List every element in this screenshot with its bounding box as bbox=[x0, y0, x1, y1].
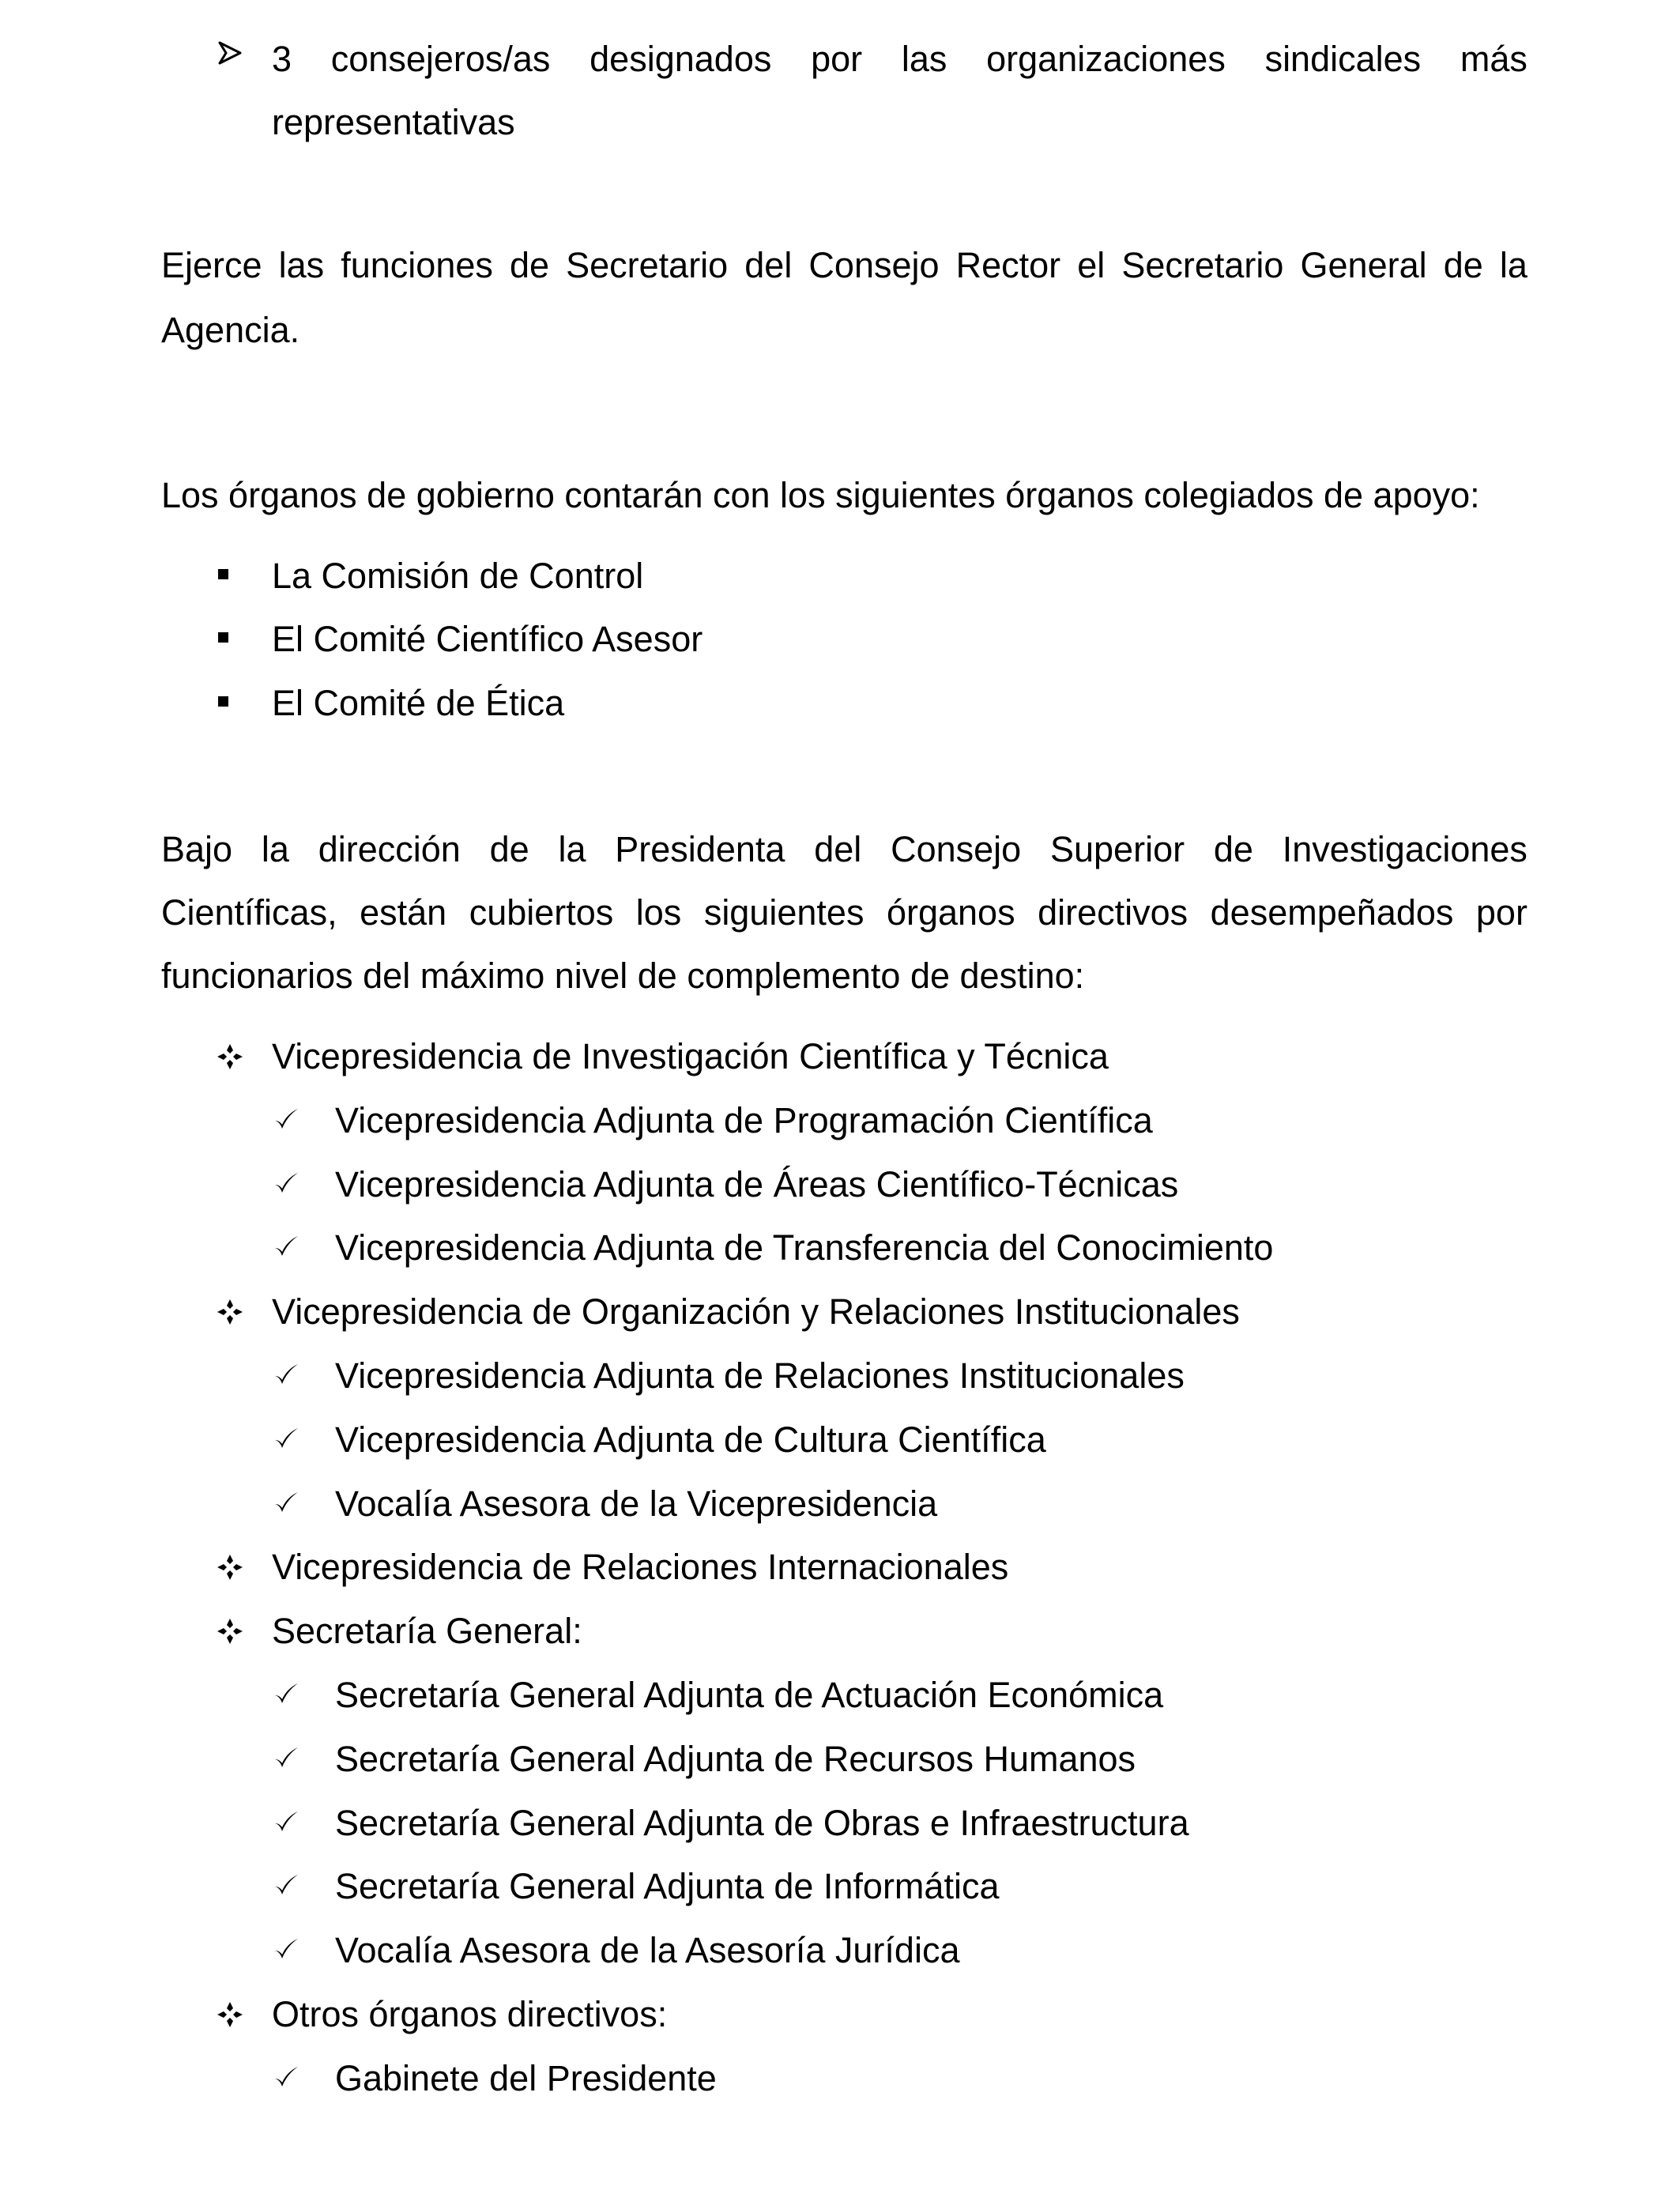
word: la bbox=[1499, 245, 1527, 285]
square-bullet-icon bbox=[218, 632, 250, 643]
word: directivos bbox=[1038, 892, 1188, 933]
word: las bbox=[901, 39, 947, 79]
directivo-item bbox=[0, 1535, 1008, 1599]
checkmark-icon bbox=[273, 1427, 305, 1450]
diamond-bullet-icon bbox=[217, 1618, 248, 1645]
word: Consejo bbox=[808, 245, 940, 285]
organos-list-label: El Comité de Ética bbox=[272, 683, 565, 723]
organos-intro: Los órganos de gobierno contarán con los siguientes órganos colegiados de apoyo: bbox=[161, 475, 1480, 515]
directivo-subitem bbox=[0, 1408, 1046, 1472]
word: designados bbox=[590, 39, 772, 79]
secretario-paragraph-line2: Agencia. bbox=[161, 310, 300, 350]
word: del bbox=[814, 829, 862, 869]
word: Rector bbox=[955, 245, 1061, 285]
directivo-subitem bbox=[0, 1216, 1273, 1280]
directivo-label: Otros órganos directivos: bbox=[272, 1994, 668, 2034]
word: consejeros/as bbox=[330, 39, 551, 79]
directivo-item bbox=[0, 1280, 1240, 1344]
directivo-subitem bbox=[0, 1663, 1163, 1727]
directivo-subitem-label: Secretaría General Adjunta de Obras e Infraestructura bbox=[335, 1803, 1189, 1843]
checkmark-icon bbox=[273, 1171, 305, 1195]
word: de bbox=[1213, 829, 1253, 869]
square-bullet-icon bbox=[218, 696, 250, 707]
word: cubiertos bbox=[469, 892, 614, 933]
directivo-subitem-label: Vicepresidencia Adjunta de Transferencia del Conocimiento bbox=[335, 1227, 1274, 1268]
directivo-subitem bbox=[0, 1088, 1153, 1152]
checkmark-icon bbox=[273, 1491, 305, 1514]
word: General bbox=[1300, 245, 1427, 285]
word: funciones bbox=[341, 245, 493, 285]
arrowhead-bullet-icon bbox=[218, 41, 250, 65]
direccion-paragraph-line2 bbox=[161, 880, 1527, 944]
directivo-label: Secretaría General: bbox=[272, 1611, 582, 1651]
organos-list-label: La Comisión de Control bbox=[272, 556, 644, 596]
word: de bbox=[1443, 245, 1483, 285]
word: Presidenta bbox=[615, 829, 785, 869]
word: Ejerce bbox=[161, 245, 262, 285]
directivo-subitem-label: Vicepresidencia Adjunta de Programación Científica bbox=[335, 1100, 1153, 1140]
directivo-subitem bbox=[0, 1727, 1136, 1791]
word: del bbox=[744, 245, 793, 285]
word: Investigaciones bbox=[1282, 829, 1527, 869]
directivo-subitem-label: Vocalía Asesora de la Asesoría Jurídica bbox=[335, 1930, 960, 1970]
directivo-subitem bbox=[0, 1152, 1178, 1216]
directivo-label: Vicepresidencia de Organización y Relaciones Institucionales bbox=[272, 1291, 1240, 1332]
top-item-line2: representativas bbox=[272, 102, 515, 142]
directivo-subitem-label: Vocalía Asesora de la Vicepresidencia bbox=[335, 1483, 938, 1524]
word: por bbox=[1475, 892, 1527, 933]
organos-list-item bbox=[218, 544, 643, 608]
word: la bbox=[558, 829, 586, 869]
direccion-paragraph-line3: funcionarios del máximo nivel de complemento de destino: bbox=[161, 956, 1085, 996]
directivo-subitem-label: Gabinete del Presidente bbox=[335, 2058, 717, 2098]
directivo-subitem bbox=[0, 1854, 999, 1918]
direccion-paragraph-line1 bbox=[161, 817, 1527, 881]
checkmark-icon bbox=[273, 1363, 305, 1386]
word: de bbox=[509, 245, 550, 285]
word: la bbox=[261, 829, 289, 869]
organos-list-item bbox=[218, 607, 703, 671]
word: las bbox=[278, 245, 325, 285]
checkmark-icon bbox=[273, 1682, 305, 1706]
word: dirección bbox=[318, 829, 461, 869]
word: el bbox=[1077, 245, 1106, 285]
directivo-subitem-label: Secretaría General Adjunta de Actuación Económica bbox=[335, 1675, 1164, 1715]
directivo-label: Vicepresidencia de Investigación Científica y Técnica bbox=[272, 1036, 1109, 1076]
diamond-bullet-icon bbox=[217, 1043, 248, 1070]
directivo-subitem-label: Secretaría General Adjunta de Recursos Humanos bbox=[335, 1739, 1136, 1779]
square-bullet-icon bbox=[218, 569, 250, 579]
word: Secretario bbox=[566, 245, 729, 285]
word: Secretario bbox=[1121, 245, 1284, 285]
checkmark-icon bbox=[273, 2065, 305, 2089]
word: Superior bbox=[1049, 829, 1185, 869]
directivo-label: Vicepresidencia de Relaciones Internacionales bbox=[272, 1547, 1009, 1587]
directivo-item bbox=[0, 1599, 582, 1663]
word: por bbox=[811, 39, 863, 79]
directivo-item bbox=[0, 1982, 667, 2046]
checkmark-icon bbox=[273, 1937, 305, 1961]
checkmark-icon bbox=[273, 1107, 305, 1131]
checkmark-icon bbox=[273, 1873, 305, 1897]
directivo-subitem-label: Vicepresidencia Adjunta de Relaciones Institucionales bbox=[335, 1355, 1185, 1396]
checkmark-icon bbox=[273, 1235, 305, 1258]
word: desempeñados bbox=[1210, 892, 1454, 933]
word: organizaciones bbox=[986, 39, 1226, 79]
directivo-subitem-label: Vicepresidencia Adjunta de Cultura Científica bbox=[335, 1419, 1046, 1460]
word: están bbox=[360, 892, 447, 933]
word: Científicas, bbox=[161, 892, 337, 933]
word: Bajo bbox=[161, 829, 233, 869]
word: Consejo bbox=[891, 829, 1022, 869]
directivo-subitem-label: Secretaría General Adjunta de Informática bbox=[335, 1866, 1000, 1906]
directivo-subitem bbox=[0, 1918, 959, 1982]
word: 3 bbox=[272, 39, 292, 79]
directivo-item bbox=[0, 1024, 1109, 1088]
directivo-subitem bbox=[0, 1344, 1185, 1408]
diamond-bullet-icon bbox=[217, 1554, 248, 1581]
secretario-paragraph-line1 bbox=[161, 233, 1527, 297]
diamond-bullet-icon bbox=[217, 2001, 248, 2028]
directivo-subitem-label: Vicepresidencia Adjunta de Áreas Científico-Técnicas bbox=[335, 1164, 1179, 1204]
checkmark-icon bbox=[273, 1810, 305, 1834]
word: más bbox=[1460, 39, 1527, 79]
top-item-line1 bbox=[272, 27, 1527, 91]
diamond-bullet-icon bbox=[217, 1299, 248, 1325]
directivo-subitem bbox=[0, 1791, 1189, 1855]
directivo-subitem bbox=[0, 2046, 717, 2110]
word: sindicales bbox=[1264, 39, 1422, 79]
organos-list-label: El Comité Científico Asesor bbox=[272, 619, 703, 659]
organos-list-item bbox=[218, 671, 564, 735]
directivo-subitem bbox=[0, 1472, 937, 1536]
word: siguientes bbox=[703, 892, 864, 933]
word: de bbox=[489, 829, 529, 869]
word: órganos bbox=[886, 892, 1015, 933]
word: los bbox=[635, 892, 682, 933]
checkmark-icon bbox=[273, 1746, 305, 1770]
